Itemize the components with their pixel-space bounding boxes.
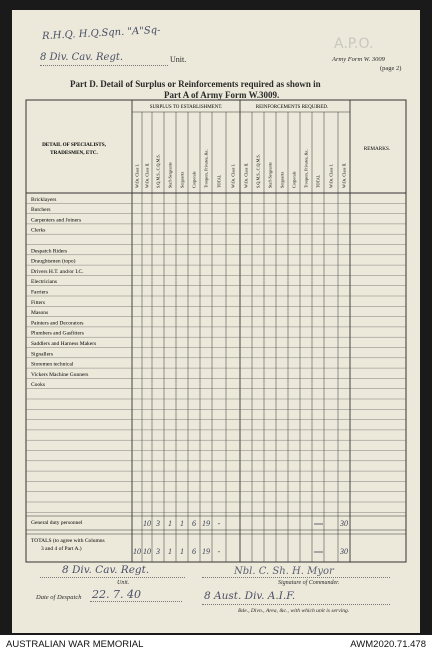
column-header: W.Os. Class II.: [243, 162, 249, 188]
column-header: Staff-Sergeants: [167, 162, 173, 188]
form-title-line2: Part A of Army Form W.3009.: [164, 90, 280, 100]
column-header: S.Q.M.S., C.Q.M.S.: [255, 154, 261, 188]
column-header: Corporals: [291, 171, 297, 188]
surplus-value: 19: [202, 519, 210, 528]
unit-caption: Unit.: [117, 580, 130, 586]
surplus-value: 1: [180, 519, 184, 528]
column-header: Sergeants: [279, 171, 285, 188]
handwritten-unit-top: 8 Div. Cav. Regt.: [40, 52, 124, 63]
column-header: Staff-Sergeants: [267, 162, 273, 188]
trade-row-label: Storemen technical: [31, 361, 74, 368]
trade-row-label: Clerks: [31, 227, 46, 234]
form-reference: Army Form W. 3009: [332, 56, 385, 63]
trade-row-label: Despatch Riders: [31, 248, 68, 255]
trade-row-label: Butchers: [31, 207, 51, 214]
unit-value: 8 Div. Cav. Regt.: [62, 564, 150, 576]
surplus-value: 10: [143, 519, 151, 528]
surplus-value: 1: [168, 547, 172, 556]
surplus-value: 1: [168, 519, 172, 528]
column-header: W.Os. Class I.: [134, 164, 140, 188]
form-page: [12, 10, 420, 633]
column-header: S.Q.M.S., C.Q.M.S.: [155, 154, 161, 188]
page-reference: (page 2): [380, 65, 402, 72]
column-header: W.Os. Class I.: [328, 164, 334, 188]
apo-stamp: A.P.O.: [334, 36, 374, 52]
trade-row-label: Draughtsmen (topo): [31, 258, 76, 265]
formation-value: 8 Aust. Div. A.I.F.: [204, 590, 296, 602]
reinforcement-total: 30: [340, 519, 348, 528]
form-title-line1: Part D. Detail of Surplus or Reinforcements required as shown in: [70, 79, 321, 89]
column-header: W.Os. Class II.: [144, 162, 150, 188]
surplus-value: -: [217, 547, 221, 556]
handwritten-values: [133, 519, 348, 556]
surplus-header: SURPLUS TO ESTABLISHMENT.: [149, 105, 223, 110]
despatch-label: Date of Despatch: [36, 594, 82, 601]
signature-line: [202, 577, 390, 578]
column-header: TOTAL: [216, 174, 222, 188]
trade-row-label: Carpenters and Joiners: [31, 217, 82, 224]
archive-caption-bar: [0, 635, 432, 653]
detail-table: [12, 10, 420, 633]
archive-name: AUSTRALIAN WAR MEMORIAL: [6, 639, 144, 650]
signature-caption: Signature of Commander.: [278, 580, 340, 586]
trade-row-label: Signallers: [31, 351, 53, 358]
despatch-date: 22. 7. 40: [92, 588, 141, 601]
formation-line: [202, 604, 390, 605]
column-header: W.Os. Class II.: [341, 162, 347, 188]
reinforcements-header: REINFORCEMENTS REQUIRED.: [255, 105, 329, 110]
trade-row-label: Masons: [31, 310, 49, 317]
surplus-value: 3: [156, 547, 160, 556]
trade-row-label: Vickers Machine Gunners: [31, 371, 89, 378]
commander-signature: Nbl. C. Sh. H. Myor: [234, 566, 334, 577]
despatch-line: [90, 601, 182, 602]
reinforcement-total: 30: [340, 547, 348, 556]
formation-caption: Bde., Divn., Area, &c., with which unit is serving.: [238, 608, 350, 614]
column-header: Sergeants: [179, 171, 185, 188]
column-header: Troopers, Privates, &c.: [303, 149, 309, 188]
trade-row-label: Plumbers and Gasfitters: [31, 330, 84, 337]
column-header: W.Os. Class I.: [230, 164, 236, 188]
handwritten-squadrons: R.H.Q. H.Q.Sqn. "A"Sq-: [41, 24, 161, 43]
remarks-header: REMARKS.: [363, 146, 391, 152]
general-duty-label: General duty personnel: [31, 520, 83, 526]
surplus-value: 10: [143, 547, 151, 556]
surplus-value: -: [217, 519, 221, 528]
trade-row-label: Saddlers and Harness Makers: [31, 341, 97, 347]
trade-row-label: Cooks: [31, 382, 46, 389]
totals-label-line1: TOTALS (to agree with Columns: [31, 538, 105, 544]
trade-row-label: Painters and Decorators: [31, 320, 84, 327]
unit-line: [40, 577, 185, 578]
archive-accession: AWM2020.71.478: [350, 639, 426, 650]
column-header: Troopers, Privates, &c.: [203, 149, 209, 188]
detail-header-line2: TRADESMEN, ETC.: [50, 150, 98, 156]
row-labels: [31, 197, 96, 388]
surplus-value: 19: [202, 547, 210, 556]
trade-row-label: Fitters: [31, 299, 46, 306]
surplus-value: 6: [192, 547, 196, 556]
detail-header-line1: DETAIL OF SPECIALISTS,: [42, 142, 106, 148]
trade-row-label: Electricians: [31, 279, 57, 286]
surplus-value: 3: [156, 519, 160, 528]
column-headers: [135, 149, 347, 188]
column-header: TOTAL: [315, 174, 321, 188]
trade-row-label: Bricklayers: [31, 196, 57, 203]
detail-header: [42, 142, 107, 156]
column-header: Corporals: [191, 171, 197, 188]
trade-row-label: Drivers H.T. and/or I.C.: [31, 268, 84, 275]
unit-label: Unit.: [170, 55, 187, 64]
surplus-value: 10: [133, 547, 141, 556]
surplus-value: 6: [192, 519, 196, 528]
surplus-value: 1: [180, 547, 184, 556]
totals-label-line2: 3 and 4 of Part A.): [41, 546, 82, 552]
trade-row-label: Farriers: [31, 289, 49, 296]
